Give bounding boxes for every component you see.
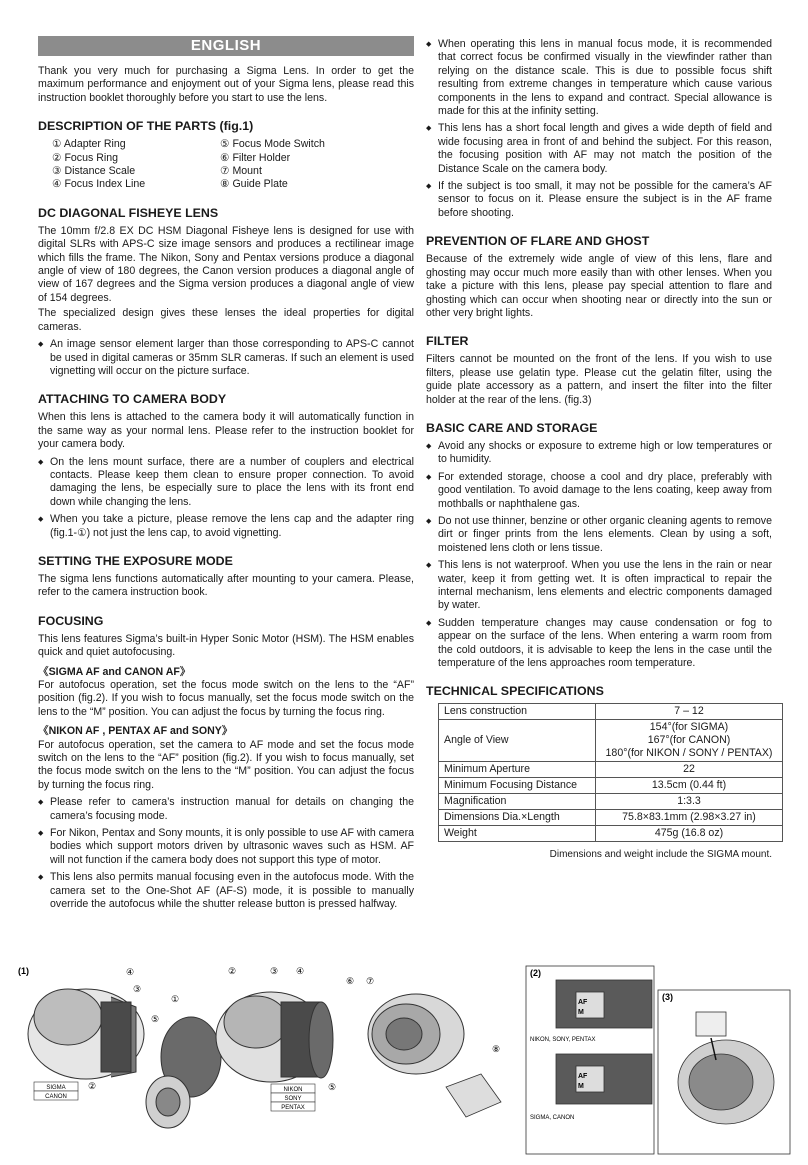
switch-m: M bbox=[578, 1083, 584, 1090]
specs-title: TECHNICAL SPECIFICATIONS bbox=[426, 684, 604, 699]
spec-label: Dimensions Dia.×Length bbox=[439, 810, 596, 826]
focusing-bullets bbox=[38, 796, 414, 911]
flare-title: PREVENTION OF FLARE AND GHOST bbox=[426, 234, 650, 249]
bullet-item: ◆ An image sensor element larger than those corresponding to APS-C cannot be used in digital cameras or 35mm SLR cameras. If such an element is used vignetting will occur on the picture surface. bbox=[38, 338, 414, 378]
adapter-ring-illustration bbox=[146, 1017, 221, 1128]
spec-label: Minimum Aperture bbox=[439, 762, 596, 778]
bullet-item: ◆ On the lens mount surface, there are a number of couplers and electrical contacts. Please keep them clean to ensure proper connection. To avoid damaging the lens, be especially sure to place the lens with its front end down while changing the lens. bbox=[38, 456, 414, 510]
dc-paragraph: The 10mm f/2.8 EX DC HSM Diagonal Fisheye lens is designed for use with digital SLRs with APS-C size image sensors and produces a rectilinear image which fills the frame. The Nikon, Sony and Pentax versions produce a diagonal angle of view of 180 degrees, the Canon version produces a diagonal angle of view of 167 degrees and the Sigma version produces a diagonal angle of view of 154 degrees. bbox=[38, 224, 414, 304]
mount-label-nikon: NIKON bbox=[283, 1087, 303, 1093]
attach-bullets bbox=[38, 456, 414, 540]
care-bullets bbox=[426, 440, 772, 671]
bullet-item: ◆ For Nikon, Pentax and Sony mounts, it is only possible to use AF with camera bodies which support motors driven by ultrasonic waves such as HSM. AF will not function if the camera body does not support this type of motor. bbox=[38, 827, 414, 867]
bullet-item: ◆ Do not use thinner, benzine or other organic cleaning agents to remove dirt or finger prints from the lens elements. Clean by using a soft, moistened lens cloth or lens tissue. bbox=[426, 515, 772, 555]
spec-row bbox=[439, 794, 783, 810]
left-column bbox=[38, 36, 414, 916]
attach-title: ATTACHING TO CAMERA BODY bbox=[38, 392, 227, 407]
flare-paragraph: Because of the extremely wide angle of view of this lens, flare and ghosting may occur much more easily than with other lenses. When you take a picture with this lens, please pay special attention to flare and ghosting which can occur when shooting near or directly into the sun or other very bright lights. bbox=[426, 253, 772, 319]
spec-row bbox=[439, 778, 783, 794]
callout-7: ⑦ bbox=[366, 976, 375, 986]
fig1-label: (1) bbox=[18, 966, 29, 976]
specs-table bbox=[438, 703, 783, 842]
bullet-item: ◆ When operating this lens in manual focus mode, it is recommended that correct focus be confirmed visually in the viewfinder rather than relying on the distance scale. This is due to possible focus shift resulting from extreme changes in temperature which cause various components in the lens to expand and contract. Special allowance is made for this at the infinity setting. bbox=[426, 38, 772, 118]
spec-label: Angle of View bbox=[439, 720, 596, 762]
fig2-label: (2) bbox=[530, 968, 541, 978]
bullet-item: ◆ This lens has a short focal length and gives a wide depth of field and wide focusing area in front of and behind the subject. For this reason, the focusing position with AF may not match the position of the Distance Scale on the camera body. bbox=[426, 122, 772, 176]
exposure-title: SETTING THE EXPOSURE MODE bbox=[38, 553, 233, 568]
callout-8: ⑧ bbox=[492, 1044, 501, 1054]
bullet-item: ◆ Avoid any shocks or exposure to extreme high or low temperatures or to humidity. bbox=[426, 440, 772, 467]
switch-af: AF bbox=[578, 1073, 588, 1080]
specs-note: Dimensions and weight include the SIGMA mount. bbox=[549, 849, 772, 861]
care-title: BASIC CARE AND STORAGE bbox=[426, 420, 598, 435]
part-item: ② Focus Ring bbox=[52, 151, 119, 164]
lens-illustration-2 bbox=[216, 992, 333, 1082]
dc-paragraph: The specialized design gives these lenses the ideal properties for digital cameras. bbox=[38, 307, 414, 333]
dc-title: DC DIAGONAL FISHEYE LENS bbox=[38, 205, 219, 220]
dc-bullets bbox=[38, 338, 414, 378]
spec-row bbox=[439, 720, 783, 762]
spec-value: 75.8×83.1mm (2.98×3.27 in) bbox=[596, 810, 783, 826]
parts-list bbox=[52, 138, 414, 192]
bullet-item: ◆ Please refer to camera’s instruction manual for details on changing the camera’s focusing mode. bbox=[38, 796, 414, 823]
spec-value: 154°(for SIGMA) 167°(for CANON) 180°(for NIKON / SONY / PENTAX) bbox=[596, 720, 783, 762]
right-column bbox=[426, 38, 772, 862]
callout-5: ⑤ bbox=[328, 1082, 337, 1092]
spec-label: Minimum Focusing Distance bbox=[439, 778, 596, 794]
spec-value: 1:3.3 bbox=[596, 794, 783, 810]
part-item: ⑤ Focus Mode Switch bbox=[220, 138, 325, 151]
lens-figures bbox=[16, 962, 796, 1157]
bullet-item: ◆ If the subject is too small, it may not be possible for the camera’s AF sensor to focus on it. Please ensure the subject is in the AF frame before shooting. bbox=[426, 180, 772, 220]
spec-value: 7 – 12 bbox=[596, 704, 783, 720]
mount-label-canon: CANON bbox=[45, 1094, 67, 1100]
exposure-paragraph: The sigma lens functions automatically after mounting to your camera. Please, refer to the camera instruction book. bbox=[38, 572, 414, 599]
part-item: ③ Distance Scale bbox=[52, 165, 136, 178]
spec-row bbox=[439, 810, 783, 826]
filter-paragraph: Filters cannot be mounted on the front of the lens. If you wish to use filters, please use gelatin type. Please cut the gelatin filter, using the guide plate accessory as a pattern, and insert the filter into the filter holder at the rear of the lens. (fig.3) bbox=[426, 353, 772, 406]
lens-rear-illustration bbox=[368, 994, 464, 1074]
callout-6: ⑥ bbox=[346, 976, 355, 986]
part-item: ① Adapter Ring bbox=[52, 138, 126, 151]
filter-holder-illustration bbox=[678, 1012, 774, 1124]
part-item: ⑦ Mount bbox=[220, 165, 262, 178]
spec-label: Lens construction bbox=[439, 704, 596, 720]
focusing-paragraph: For autofocus operation, set the camera to AF mode and set the focus mode switch on the lens to the “AF” position (fig.2). If you wish to focus manually, set the focus mode switch on the lens to the “M” position. You can adjust the focus by turning the focus ring. bbox=[38, 738, 414, 791]
focusing-subhead: 《SIGMA AF and CANON AF》 bbox=[38, 665, 191, 678]
callout-2: ② bbox=[88, 1081, 97, 1091]
fig2-sigma-canon: SIGMA, CANON bbox=[530, 1115, 575, 1121]
spec-value: 22 bbox=[596, 762, 783, 778]
language-header: ENGLISH bbox=[38, 36, 414, 56]
part-item: ④ Focus Index Line bbox=[52, 178, 146, 191]
switch-af: AF bbox=[578, 999, 588, 1006]
focus-notes-bullets bbox=[426, 38, 772, 220]
mount-label-sony: SONY bbox=[284, 1096, 302, 1102]
part-item: ⑥ Filter Holder bbox=[220, 151, 291, 164]
part-item: ⑧ Guide Plate bbox=[220, 178, 288, 191]
callout-3: ③ bbox=[270, 966, 279, 976]
callout-1: ① bbox=[171, 994, 180, 1004]
callout-2: ② bbox=[228, 966, 237, 976]
af-switch-illustration-1 bbox=[556, 980, 652, 1028]
callout-5: ⑤ bbox=[151, 1014, 160, 1024]
spec-label: Magnification bbox=[439, 794, 596, 810]
focusing-title: FOCUSING bbox=[38, 613, 104, 628]
callout-3: ③ bbox=[133, 984, 142, 994]
bullet-item: ◆ This lens also permits manual focusing even in the autofocus mode. With the camera set to the One-Shot AF (AF-S) mode, it is possible to manually override the autofocus while the shutter release button is pressed halfway. bbox=[38, 871, 414, 911]
parts-title: DESCRIPTION OF THE PARTS (fig.1) bbox=[38, 119, 254, 134]
callout-4: ④ bbox=[126, 967, 135, 977]
callout-4: ④ bbox=[296, 966, 305, 976]
mount-label-sigma: SIGMA bbox=[46, 1085, 66, 1091]
spec-label: Weight bbox=[439, 826, 596, 842]
focusing-subhead: 《NIKON AF , PENTAX AF and SONY》 bbox=[38, 725, 233, 738]
bullet-item: ◆ Sudden temperature changes may cause condensation or fog to appear on the surface of the lens. When entering a warm room from the cold outdoors, it is advisable to keep the lens in the case until the temperature of the lens approaches room temperature. bbox=[426, 617, 772, 671]
guide-plate-illustration bbox=[446, 1074, 501, 1117]
bullet-item: ◆ For extended storage, choose a cool and dry place, preferably with good ventilation. To avoid damage to the lens coating, keep away from mothballs or naphthalene gas. bbox=[426, 471, 772, 511]
fig3-label: (3) bbox=[662, 992, 673, 1002]
af-switch-illustration-2 bbox=[556, 1054, 652, 1104]
intro-text: Thank you very much for purchasing a Sigma Lens. In order to get the maximum performance and enjoyment out of your Sigma lens, please read this instruction booklet thoroughly before you start to use the lens. bbox=[38, 65, 414, 104]
focusing-paragraph: For autofocus operation, set the focus mode switch on the lens to the “AF” position (fig.2). If you wish to focus manually, set the focus mode switch on the lens to the “M” position. You can adjust the focus by turning the focus ring. bbox=[38, 679, 414, 718]
switch-m: M bbox=[578, 1009, 584, 1016]
spec-value: 475g (16.8 oz) bbox=[596, 826, 783, 842]
spec-value: 13.5cm (0.44 ft) bbox=[596, 778, 783, 794]
spec-row bbox=[439, 704, 783, 720]
spec-row bbox=[439, 762, 783, 778]
focusing-paragraph: This lens features Sigma’s built-in Hyper Sonic Motor (HSM). The HSM enables quick and quiet autofocusing. bbox=[38, 632, 414, 659]
fig2-nikon-sony-pentax: NIKON, SONY, PENTAX bbox=[530, 1037, 596, 1043]
attach-paragraph: When this lens is attached to the camera body it will automatically function in the same way as your normal lens. Please refer to the instruction booklet for your camera body. bbox=[38, 411, 414, 451]
mount-label-pentax: PENTAX bbox=[281, 1105, 305, 1111]
bullet-item: ◆ When you take a picture, please remove the lens cap and the adapter ring (fig.1-①) not just the lens cap, to avoid vignetting. bbox=[38, 513, 414, 540]
spec-row bbox=[439, 826, 783, 842]
filter-title: FILTER bbox=[426, 334, 469, 349]
bullet-item: ◆ This lens is not waterproof. When you use the lens in the rain or near water, keep it from getting wet. It is often impractical to repair the internal mechanism, lens elements and electric components damaged by water. bbox=[426, 559, 772, 613]
lens-illustration-1 bbox=[28, 989, 144, 1079]
